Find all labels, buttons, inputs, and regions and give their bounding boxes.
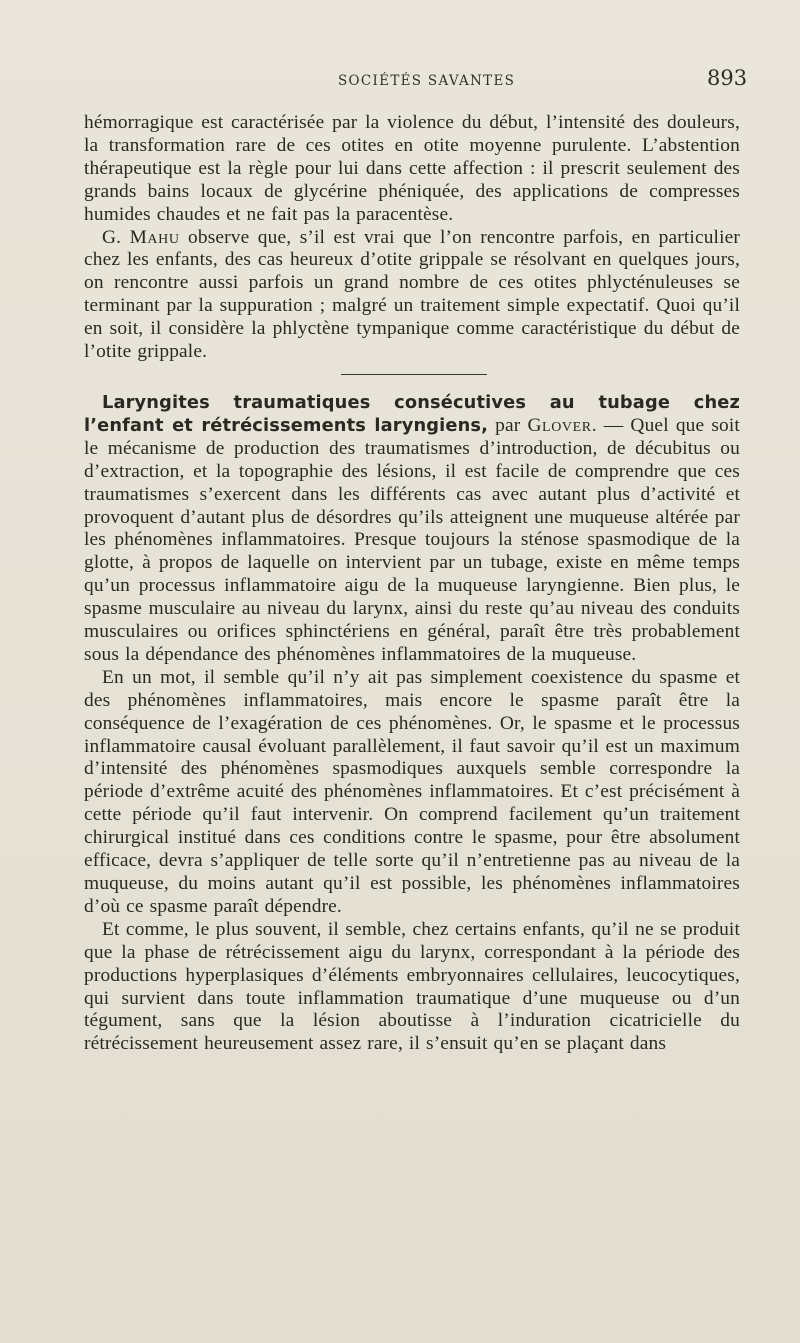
running-header xyxy=(0,66,800,96)
mahu-observation-text: observe que, s’il est vrai que l’on rencontre parfois, en particulier chez les enfants, des cas heureux d’otite grippale se résolvant en quelques jours, on rencontre aussi parfois un grand nombre de ces otites phlycténuleuses se terminant par la suppuration ; malgré un traitement simple expectatif. Quoi qu’il en soit, il considère la phlyctène tympanique comme caractéristique du début de l’otite grippale. xyxy=(84,226,740,363)
author-initial: G. xyxy=(102,226,130,248)
paragraph-spasme: En un mot, il semble qu’il n’y ait pas simplement coexistence du spasme et des phénomènes inflammatoires, mais encore le spasme paraît être la conséquence de l’exagération de ces phénomènes. Or, le spasme et le processus inflammatoire causal évoluant parallèlement, il faut savoir qu’il est un maximum d’intensité des phénomènes spasmodiques auxquels semble correspondre la période d’extrême acuité des phénomènes inflammatoires. Et c’est précisément à cette période qu’il faut intervenir. On comprend facilement qu’un traitement chirurgical institué dans ces conditions contre le spasme, pour être absolument efficace, devra s’appliquer de telle sorte qu’il n’entretienne pas au niveau de la muqueuse, du moins autant qu’il est possible, les phénomènes inflammatoires d’où ce spasme paraît dépendre. xyxy=(84,666,740,917)
paragraph-retrecissement: Et comme, le plus souvent, il semble, chez certains enfants, qu’il ne se produit que la phase de rétrécissement aigu du larynx, correspondant à la période des productions hyperplasiques d’éléments embryonnaires cellulaires, leucocytiques, qui survient dans toute inflammation traumatique d’une muqueuse ou d’un tégument, sans que la lésion aboutisse à l’induration cicatricielle du rétrécissement heureusement assez rare, il s’ensuit qu’en se plaçant dans xyxy=(84,918,740,1055)
author-name-glover: Glover xyxy=(527,414,592,436)
page-number: 893 xyxy=(707,66,748,90)
paragraph-otite-continuation: hémorragique est caractérisée par la violence du début, l’intensité des douleurs, la transformation rare de ces otites en otite moyenne purulente. L’abstention thérapeutique est la règle pour lui dans cette affection : il prescrit seulement des grands bains locaux de glycérine phéniquée, des applications de compresses humides chaudes et ne fait pas la paracentèse. xyxy=(84,112,740,225)
article-intro-text: . — Quel que soit le mécanisme de production des traumatismes d’introduction, de décubitus ou d’extraction, et la topographie des lésions, il est facile de comprendre que ces traumatismes s’exercent dans les différents cas avec autant plus d’activité et provoquent d’autant plus de désordres qu’ils atteignent une muqueuse altérée par les phénomènes inflammatoires. Presque toujours la sténose spasmodique de la glotte, à propos de laquelle on intervient par un tubage, existe en même temps qu’un processus inflammatoire aigu de la muqueuse laryngienne. Bien plus, le spasme musculaire au niveau du larynx, ainsi du reste qu’au niveau des conduits musculaires ou orifices sphinctériens en général, paraît être très probablement sous la dépendance des phénomènes inflammatoires de la muqueuse. xyxy=(84,414,740,665)
article-title: Laryngites traumatiques consécutives au tubage chez l’enfant et rétrécissements laryngiens, xyxy=(84,391,740,436)
running-title: SOCIÉTÉS SAVANTES xyxy=(338,73,516,89)
page-body xyxy=(84,112,740,1056)
article-byline: par xyxy=(488,414,528,436)
paragraph-mahu-observation xyxy=(84,227,740,364)
author-name-mahu: Mahu xyxy=(129,226,180,248)
paragraph-article-intro xyxy=(84,392,740,667)
section-divider xyxy=(341,374,487,375)
